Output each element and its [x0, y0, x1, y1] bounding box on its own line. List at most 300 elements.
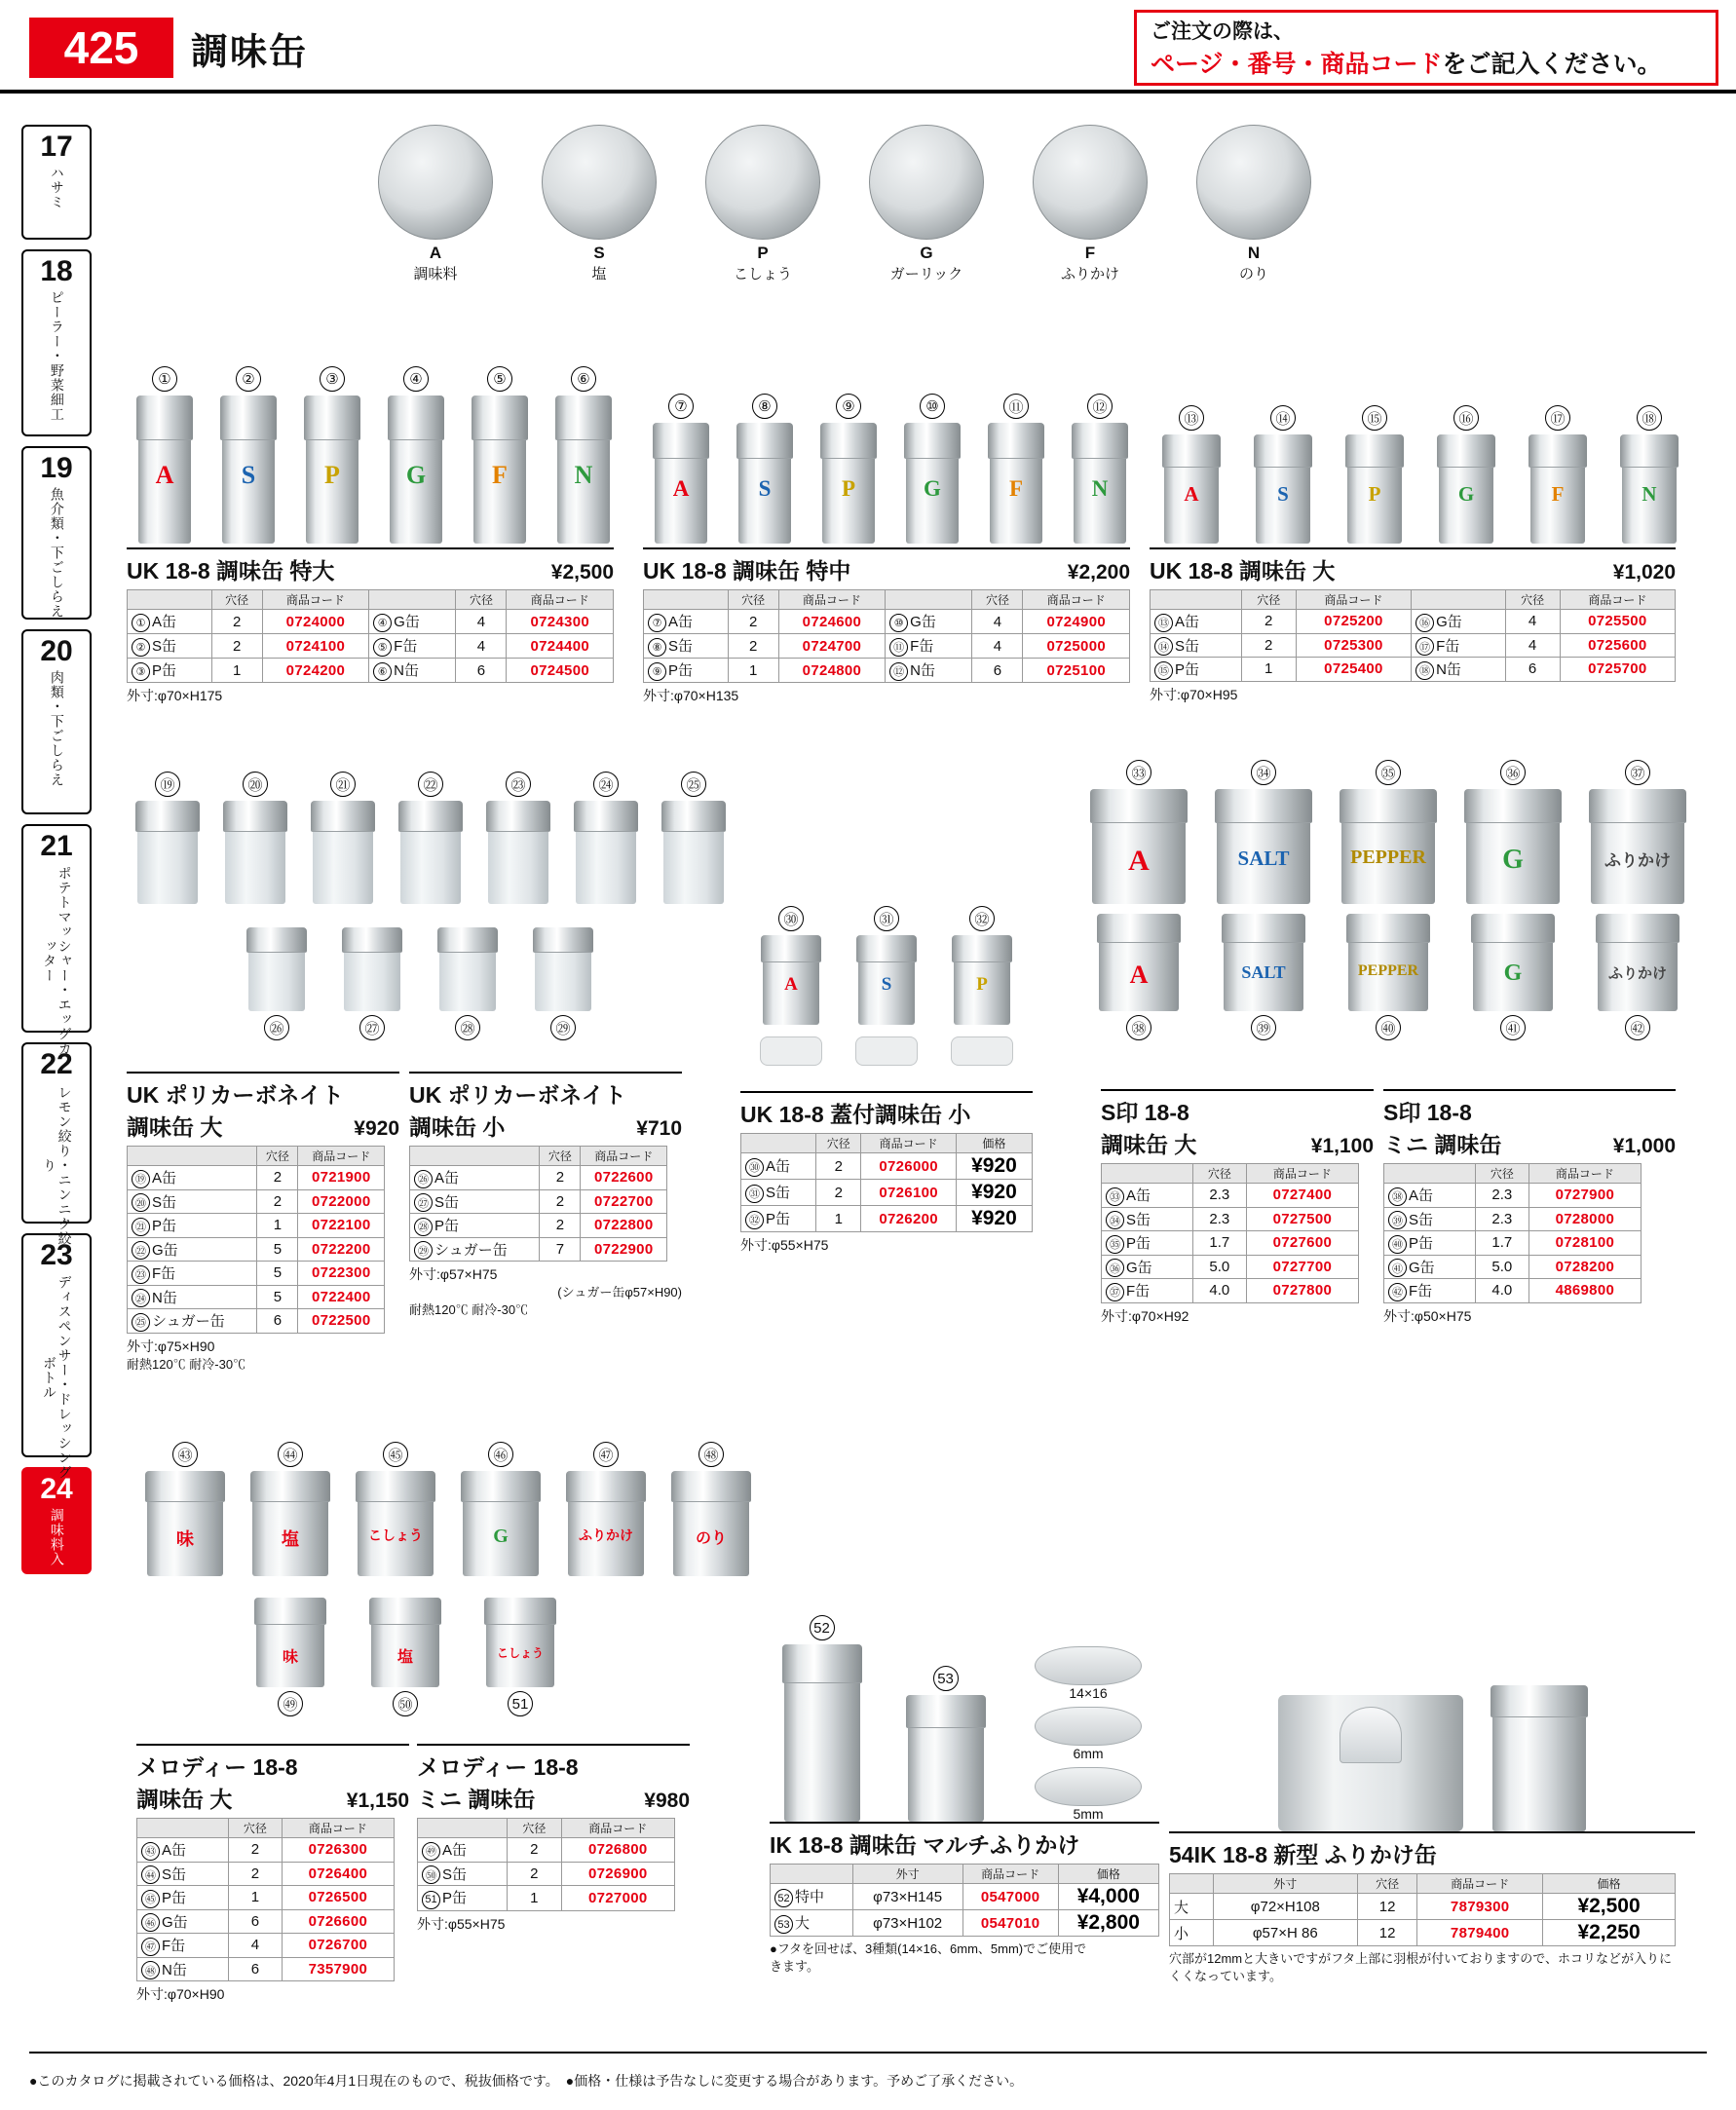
item-number: ㉟: [1376, 760, 1401, 785]
product-price: ¥710: [636, 1117, 682, 1140]
can-s: [1256, 434, 1310, 544]
melody-can-s: [252, 1471, 328, 1576]
poly-can-p: [313, 801, 373, 904]
sidebar-label: ポテトマッシャー・エッグカッター: [42, 865, 73, 1056]
can-cap: [533, 927, 593, 953]
table-row: [137, 1909, 395, 1934]
can-cap: [1345, 434, 1404, 468]
row-no: ㉖: [414, 1170, 433, 1188]
item-number: ㉙: [550, 1015, 576, 1040]
can-letter: A: [1129, 961, 1149, 989]
can-letter: 塩: [396, 1648, 413, 1666]
cell-hole: 2: [540, 1214, 581, 1238]
can-item: [565, 772, 647, 904]
table-row: [771, 1884, 1159, 1910]
can-cap: [472, 396, 528, 440]
cell-name: [1102, 1279, 1193, 1303]
cell-name: [137, 1838, 229, 1863]
can-item: [893, 1666, 998, 1822]
sjirushi-mini-can-a: [1099, 914, 1179, 1011]
cell-price: ¥920: [956, 1206, 1032, 1232]
item-number: ⑧: [752, 394, 777, 419]
cell-code: 0724100: [262, 634, 368, 659]
can-cap: [566, 1471, 646, 1502]
cell-name: [1151, 633, 1242, 658]
cell-code: 0725500: [1560, 610, 1675, 634]
can-item: [1062, 394, 1138, 544]
product-melody-mini: [417, 1744, 690, 1934]
cell-code: 0722400: [298, 1285, 385, 1309]
lid-label: 5mm: [1073, 1806, 1104, 1822]
cell-code: 0727600: [1246, 1231, 1358, 1256]
lid-legend-item: [853, 125, 1000, 283]
product-code-table: [770, 1864, 1159, 1937]
row-name: S缶: [152, 638, 177, 655]
can-cap: [782, 1644, 862, 1683]
can-cap: [736, 423, 793, 459]
table-row: [1102, 1184, 1359, 1208]
product-uk188-futatsuki: [740, 906, 1033, 1255]
can-cap: [1215, 789, 1312, 823]
table-row: [410, 1189, 667, 1214]
poly-can-g: [400, 801, 461, 904]
row-name: F缶: [1436, 637, 1460, 655]
product-uk188-dai: [1150, 390, 1695, 704]
col-blank: [128, 590, 212, 610]
col-code: 商品コード: [1296, 590, 1411, 610]
header-divider: [0, 90, 1736, 94]
can-letter: G: [405, 460, 427, 489]
can-letter: ふりかけ: [1607, 966, 1667, 982]
can-letter: 味: [176, 1529, 194, 1550]
row-no: ⑱: [1415, 661, 1434, 680]
order-note-highlight: ページ・番号・商品コード: [1151, 51, 1443, 78]
can-cap: [486, 801, 550, 832]
cell-hole: 2: [540, 1166, 581, 1190]
can-cap: [904, 423, 961, 459]
cell-hole: 1: [728, 659, 778, 683]
cell-code: 0726700: [282, 1934, 394, 1958]
cell-price: ¥920: [956, 1180, 1032, 1206]
row-no: ㊱: [1106, 1259, 1124, 1277]
can-a: [655, 423, 707, 544]
row-no: ㊲: [1106, 1283, 1124, 1301]
lid-photo-g: [869, 125, 984, 240]
sidebar-item-17[interactable]: [21, 125, 92, 240]
product-dimension: 外寸:φ70×H92: [1101, 1307, 1189, 1324]
can-cap: [223, 801, 287, 832]
can-cap: [653, 423, 709, 459]
product-title: IK 18-8 調味缶 マルチふりかけ: [770, 1832, 1080, 1858]
row-name: A缶: [668, 614, 694, 630]
can-item: [751, 906, 831, 1066]
lid-label: 6mm: [1073, 1746, 1104, 1761]
cell-name: [1151, 610, 1242, 634]
can-item: [242, 1442, 339, 1576]
cell-hole: 2.3: [1192, 1184, 1246, 1208]
sidebar-num: 23: [40, 1239, 73, 1271]
cell-hole: 1: [816, 1206, 861, 1232]
cell-hole: 2: [257, 1189, 298, 1214]
can-item: [557, 1442, 655, 1576]
row-no: ㊾: [422, 1842, 440, 1861]
lid-photo-n: [1196, 125, 1311, 240]
cell-code: 0727800: [1246, 1279, 1358, 1303]
cell-hole: 5.0: [1192, 1255, 1246, 1279]
lid-photo-f: [1033, 125, 1148, 240]
cell-name: [1102, 1207, 1193, 1231]
cell-code: 0724500: [507, 659, 614, 683]
sjirushi-mini-can-p: [1348, 914, 1428, 1011]
row-name: P缶: [1409, 1235, 1434, 1252]
sidebar-item-21[interactable]: [21, 824, 92, 1056]
cell-hole: 1: [257, 1214, 298, 1238]
cell-code: 0725700: [1560, 658, 1675, 682]
col-hole: 穴径: [508, 1819, 561, 1838]
cell-code: 0722300: [298, 1262, 385, 1286]
product-price: ¥980: [644, 1790, 690, 1812]
can-cap: [484, 1598, 556, 1625]
order-note-line2: [1151, 45, 1706, 80]
can-item: [462, 366, 538, 544]
sidebar-item-23[interactable]: [21, 1233, 92, 1480]
can-g: [1439, 434, 1493, 544]
can-cap: [342, 927, 402, 953]
product-title: 54IK 18-8 新型 ふりかけ缶: [1169, 1842, 1437, 1867]
can-item: [894, 394, 970, 544]
col-code2: 商品コード: [507, 590, 614, 610]
sidebar-num: 18: [40, 255, 73, 287]
product-title: UK 18-8 調味缶 大: [1150, 558, 1336, 584]
cell-name: [741, 1153, 816, 1180]
can-cap: [1346, 914, 1430, 943]
cell-name: [128, 1189, 257, 1214]
can-f: [473, 396, 526, 544]
row-no: ⑤: [373, 638, 392, 657]
product-title: UK 18-8 蓋付調味缶 小: [740, 1102, 971, 1127]
cell-price: ¥4,000: [1058, 1884, 1158, 1910]
cell-name: [1102, 1231, 1193, 1256]
product-uk188-tokuchu: [643, 382, 1150, 705]
item-number: ㉜: [969, 906, 995, 931]
lid-photo-s: [542, 125, 657, 240]
row-name: G缶: [910, 614, 936, 630]
can-letter: 塩: [282, 1529, 299, 1550]
shingata-can-cutaway: [1278, 1695, 1463, 1831]
legend-letter: S: [593, 244, 605, 262]
sidebar-label: 魚介類・下ごしらえ: [49, 487, 65, 619]
can-a: [1164, 434, 1219, 544]
sidebar-item-18[interactable]: [21, 249, 92, 436]
row-name: 大: [795, 1914, 811, 1932]
cell-code: 0726300: [282, 1838, 394, 1863]
cell-hole: 7: [540, 1237, 581, 1262]
cell-code: 7879300: [1417, 1894, 1543, 1920]
melody-can-f: [568, 1471, 644, 1576]
table-row: [418, 1862, 675, 1886]
cell-code: 0722800: [581, 1214, 667, 1238]
cell-hole: 2: [257, 1166, 298, 1190]
col-code: 商品コード: [1528, 1164, 1641, 1184]
can-item: [302, 772, 384, 904]
sidebar-item-20[interactable]: [21, 629, 92, 814]
can-letter: ふりかけ: [1604, 851, 1671, 870]
cell-name: [410, 1166, 540, 1190]
cell-hole: 5.0: [1475, 1255, 1528, 1279]
cell-code: 0728200: [1528, 1255, 1641, 1279]
product-title-line2: ミニ 調味缶: [417, 1787, 536, 1812]
item-number: ⑱: [1637, 405, 1662, 431]
cell-name: [128, 1237, 257, 1262]
legend-letter: A: [429, 244, 442, 262]
table-row: [410, 1214, 667, 1238]
item-number: ⑮: [1362, 405, 1387, 431]
cell-hole: 2: [728, 634, 778, 659]
row-name: P缶: [1175, 661, 1200, 678]
table-row: [137, 1838, 395, 1863]
table-row: [410, 1237, 667, 1262]
table-row: [741, 1206, 1033, 1232]
cell-hole: 4: [228, 1934, 282, 1958]
cell-name: [128, 659, 212, 683]
lid-variants: [1017, 1646, 1159, 1822]
product-title-line2: ミニ 調味缶: [1383, 1132, 1502, 1157]
can-a: [138, 396, 191, 544]
sjirushi-mini-can-f: [1598, 914, 1678, 1011]
cell-code: 0724700: [778, 634, 885, 659]
sidebar-item-19[interactable]: [21, 446, 92, 620]
sidebar-label: ハサミ: [49, 166, 65, 209]
cell-hole: 4.0: [1192, 1279, 1246, 1303]
cell-hole: 2.3: [1475, 1207, 1528, 1231]
product-dimension: 外寸:φ70×H90: [136, 1986, 225, 2002]
cell-code: 0725200: [1296, 610, 1411, 634]
cell-name: [410, 1189, 540, 1214]
cell-code: 0727400: [1246, 1184, 1358, 1208]
cell-name: [418, 1886, 508, 1911]
can-cap: [1254, 434, 1312, 468]
row-name: N缶: [910, 662, 936, 680]
product-price: ¥1,100: [1310, 1135, 1374, 1157]
cell-name: [1384, 1184, 1476, 1208]
can-n: [1622, 434, 1677, 544]
row-no: ㉛: [745, 1185, 764, 1203]
melody-can-n: [673, 1471, 749, 1576]
can-letter: こしょう: [496, 1645, 544, 1660]
can-item: [546, 366, 622, 544]
can-cap: [1491, 1685, 1588, 1717]
cell-name: [418, 1838, 508, 1863]
cell-hole: 5: [257, 1262, 298, 1286]
can-cap: [356, 1471, 435, 1502]
sidebar-num: 19: [40, 452, 73, 484]
can-item: [127, 366, 203, 544]
table-row: [644, 659, 1130, 683]
item-number: ①: [152, 366, 177, 392]
product-code-table: [1150, 589, 1676, 682]
col-hole2: 穴径: [1505, 590, 1560, 610]
product-melody-dai: [136, 1744, 409, 2004]
item-number: ㉞: [1251, 760, 1276, 785]
can-item: [1150, 405, 1233, 544]
row-no: ㊴: [1388, 1211, 1407, 1229]
cell-name: [128, 1285, 257, 1309]
row-no: ㉚: [745, 1158, 764, 1177]
cell-name: [1412, 610, 1505, 634]
item-number: ㊽: [698, 1442, 724, 1467]
can-cap: [1528, 434, 1587, 468]
can-letter: P: [976, 974, 988, 996]
col-code: 商品コード: [1417, 1874, 1543, 1894]
col-code: 商品コード: [581, 1147, 667, 1166]
table-row: [741, 1180, 1033, 1206]
can-cap: [820, 423, 877, 459]
product-dimension: 外寸:φ70×H95: [1150, 686, 1238, 702]
melody-can-a: [147, 1471, 223, 1576]
item-number: ㉓: [506, 772, 531, 797]
lid-legend-item: [1017, 125, 1163, 283]
cell-hole: 4: [972, 610, 1023, 634]
can-letter: F: [1008, 475, 1024, 501]
row-name: P缶: [766, 1211, 791, 1228]
lid-label: 14×16: [1069, 1685, 1108, 1701]
item-number: ㉝: [1126, 760, 1151, 785]
sidebar-item-24[interactable]: [21, 1467, 92, 1574]
col-blank: [644, 590, 729, 610]
row-name: S缶: [434, 1193, 460, 1211]
can-letter: SALT: [1241, 962, 1286, 982]
cell-name: [369, 659, 456, 683]
order-note-line1: ご注文の際は、: [1151, 20, 1294, 43]
cell-hole: 4.0: [1475, 1279, 1528, 1303]
cell-name: [1412, 633, 1505, 658]
row-name: S缶: [152, 1193, 177, 1211]
cell-hole: 1: [228, 1886, 282, 1910]
item-number: ⑪: [1003, 394, 1029, 419]
can-n: [557, 396, 610, 544]
cell-name: [1384, 1207, 1476, 1231]
cell-code: 0725000: [1023, 634, 1130, 659]
cell-name: [1102, 1184, 1193, 1208]
product-title-line2: 調味缶 大: [127, 1114, 223, 1140]
product-code-table: [1169, 1873, 1676, 1946]
sidebar-label: ピーラー・野菜細工: [49, 290, 65, 422]
order-note-tail: をご記入ください。: [1442, 51, 1662, 78]
can-item: [477, 772, 559, 904]
can-cap: [311, 801, 375, 832]
cell-hole: 2: [211, 610, 262, 634]
cell-name: [369, 634, 456, 659]
order-note: [1134, 10, 1718, 86]
col-blank: [1170, 1874, 1214, 1894]
table-row: [128, 1285, 385, 1309]
can-letter: 味: [282, 1648, 298, 1666]
can-letter: PEPPER: [1357, 962, 1419, 979]
row-no: ㊺: [141, 1890, 160, 1908]
col-code2: 商品コード: [1023, 590, 1130, 610]
product-code-table: [1101, 1163, 1359, 1303]
can-cap: [761, 935, 821, 962]
row-no: 53: [774, 1915, 793, 1934]
sidebar-item-22[interactable]: [21, 1042, 92, 1246]
can-cap: [1090, 789, 1188, 823]
table-row: [1102, 1207, 1359, 1231]
item-number: ㉕: [681, 772, 706, 797]
can-cap: [398, 801, 463, 832]
can-cap: [1596, 914, 1679, 943]
can-cap: [304, 396, 360, 440]
can-item: [942, 906, 1022, 1066]
col-hole: 穴径: [211, 590, 262, 610]
cell-hole: 4: [456, 610, 507, 634]
item-number: ㊸: [172, 1442, 198, 1467]
product-uk-poly-dai: [127, 1072, 399, 1373]
can-letter: P: [841, 475, 856, 501]
row-name: S缶: [162, 1865, 187, 1883]
item-number: 51: [508, 1691, 533, 1716]
lid-5mm: [1035, 1767, 1142, 1806]
item-number: ㉖: [264, 1015, 289, 1040]
row-name: G缶: [394, 614, 420, 630]
poly-can-f: [488, 801, 548, 904]
item-number: ⑫: [1087, 394, 1113, 419]
can-letter: A: [1128, 844, 1150, 877]
cell-code: 0724300: [507, 610, 614, 634]
row-name: S缶: [766, 1185, 791, 1202]
poly-small-can-s: [344, 927, 400, 1011]
item-number: ⑭: [1270, 405, 1296, 431]
product-title-line2: 調味缶 小: [409, 1114, 506, 1140]
row-name: P缶: [1126, 1235, 1151, 1252]
cell-name: [644, 634, 729, 659]
table-row: [1102, 1279, 1359, 1303]
can-cap: [461, 1471, 541, 1502]
cell-code: 0724800: [778, 659, 885, 683]
row-name: A缶: [1126, 1187, 1151, 1204]
item-number: ㉚: [778, 906, 804, 931]
col-blank2: [369, 590, 456, 610]
melody-mini-can-s: [371, 1598, 439, 1687]
poly-small-can-sugar: [535, 927, 591, 1011]
table-row: [644, 610, 1130, 634]
product-dimension: 外寸:φ75×H90: [127, 1338, 215, 1354]
item-number: ⑦: [668, 394, 694, 419]
table-row: [128, 1237, 385, 1262]
footer-divider: [29, 2052, 1707, 2053]
can-item: [244, 1598, 337, 1720]
row-no: ㊹: [141, 1865, 160, 1884]
item-number: ㊹: [278, 1442, 303, 1467]
cell-name: [886, 634, 972, 659]
col-hole: 穴径: [816, 1134, 861, 1153]
lid-legend-item: [526, 125, 672, 283]
col-blank: [418, 1819, 508, 1838]
row-no: ⑲: [132, 1170, 150, 1188]
row-name: N缶: [162, 1961, 187, 1978]
row-no: ⑰: [1415, 637, 1434, 656]
cell-code: 0724600: [778, 610, 885, 634]
row-name: F缶: [394, 638, 418, 655]
legend-label: ふりかけ: [1060, 266, 1119, 283]
lid-photo-a: [378, 125, 493, 240]
row-no: ㊽: [141, 1961, 160, 1979]
product-dimension: 外寸:φ55×H75: [417, 1915, 506, 1932]
row-name: A缶: [1175, 614, 1200, 630]
cell-name: [137, 1886, 229, 1910]
can-item: [210, 366, 286, 544]
can-letter: A: [784, 974, 798, 996]
row-name: P缶: [152, 1218, 177, 1234]
